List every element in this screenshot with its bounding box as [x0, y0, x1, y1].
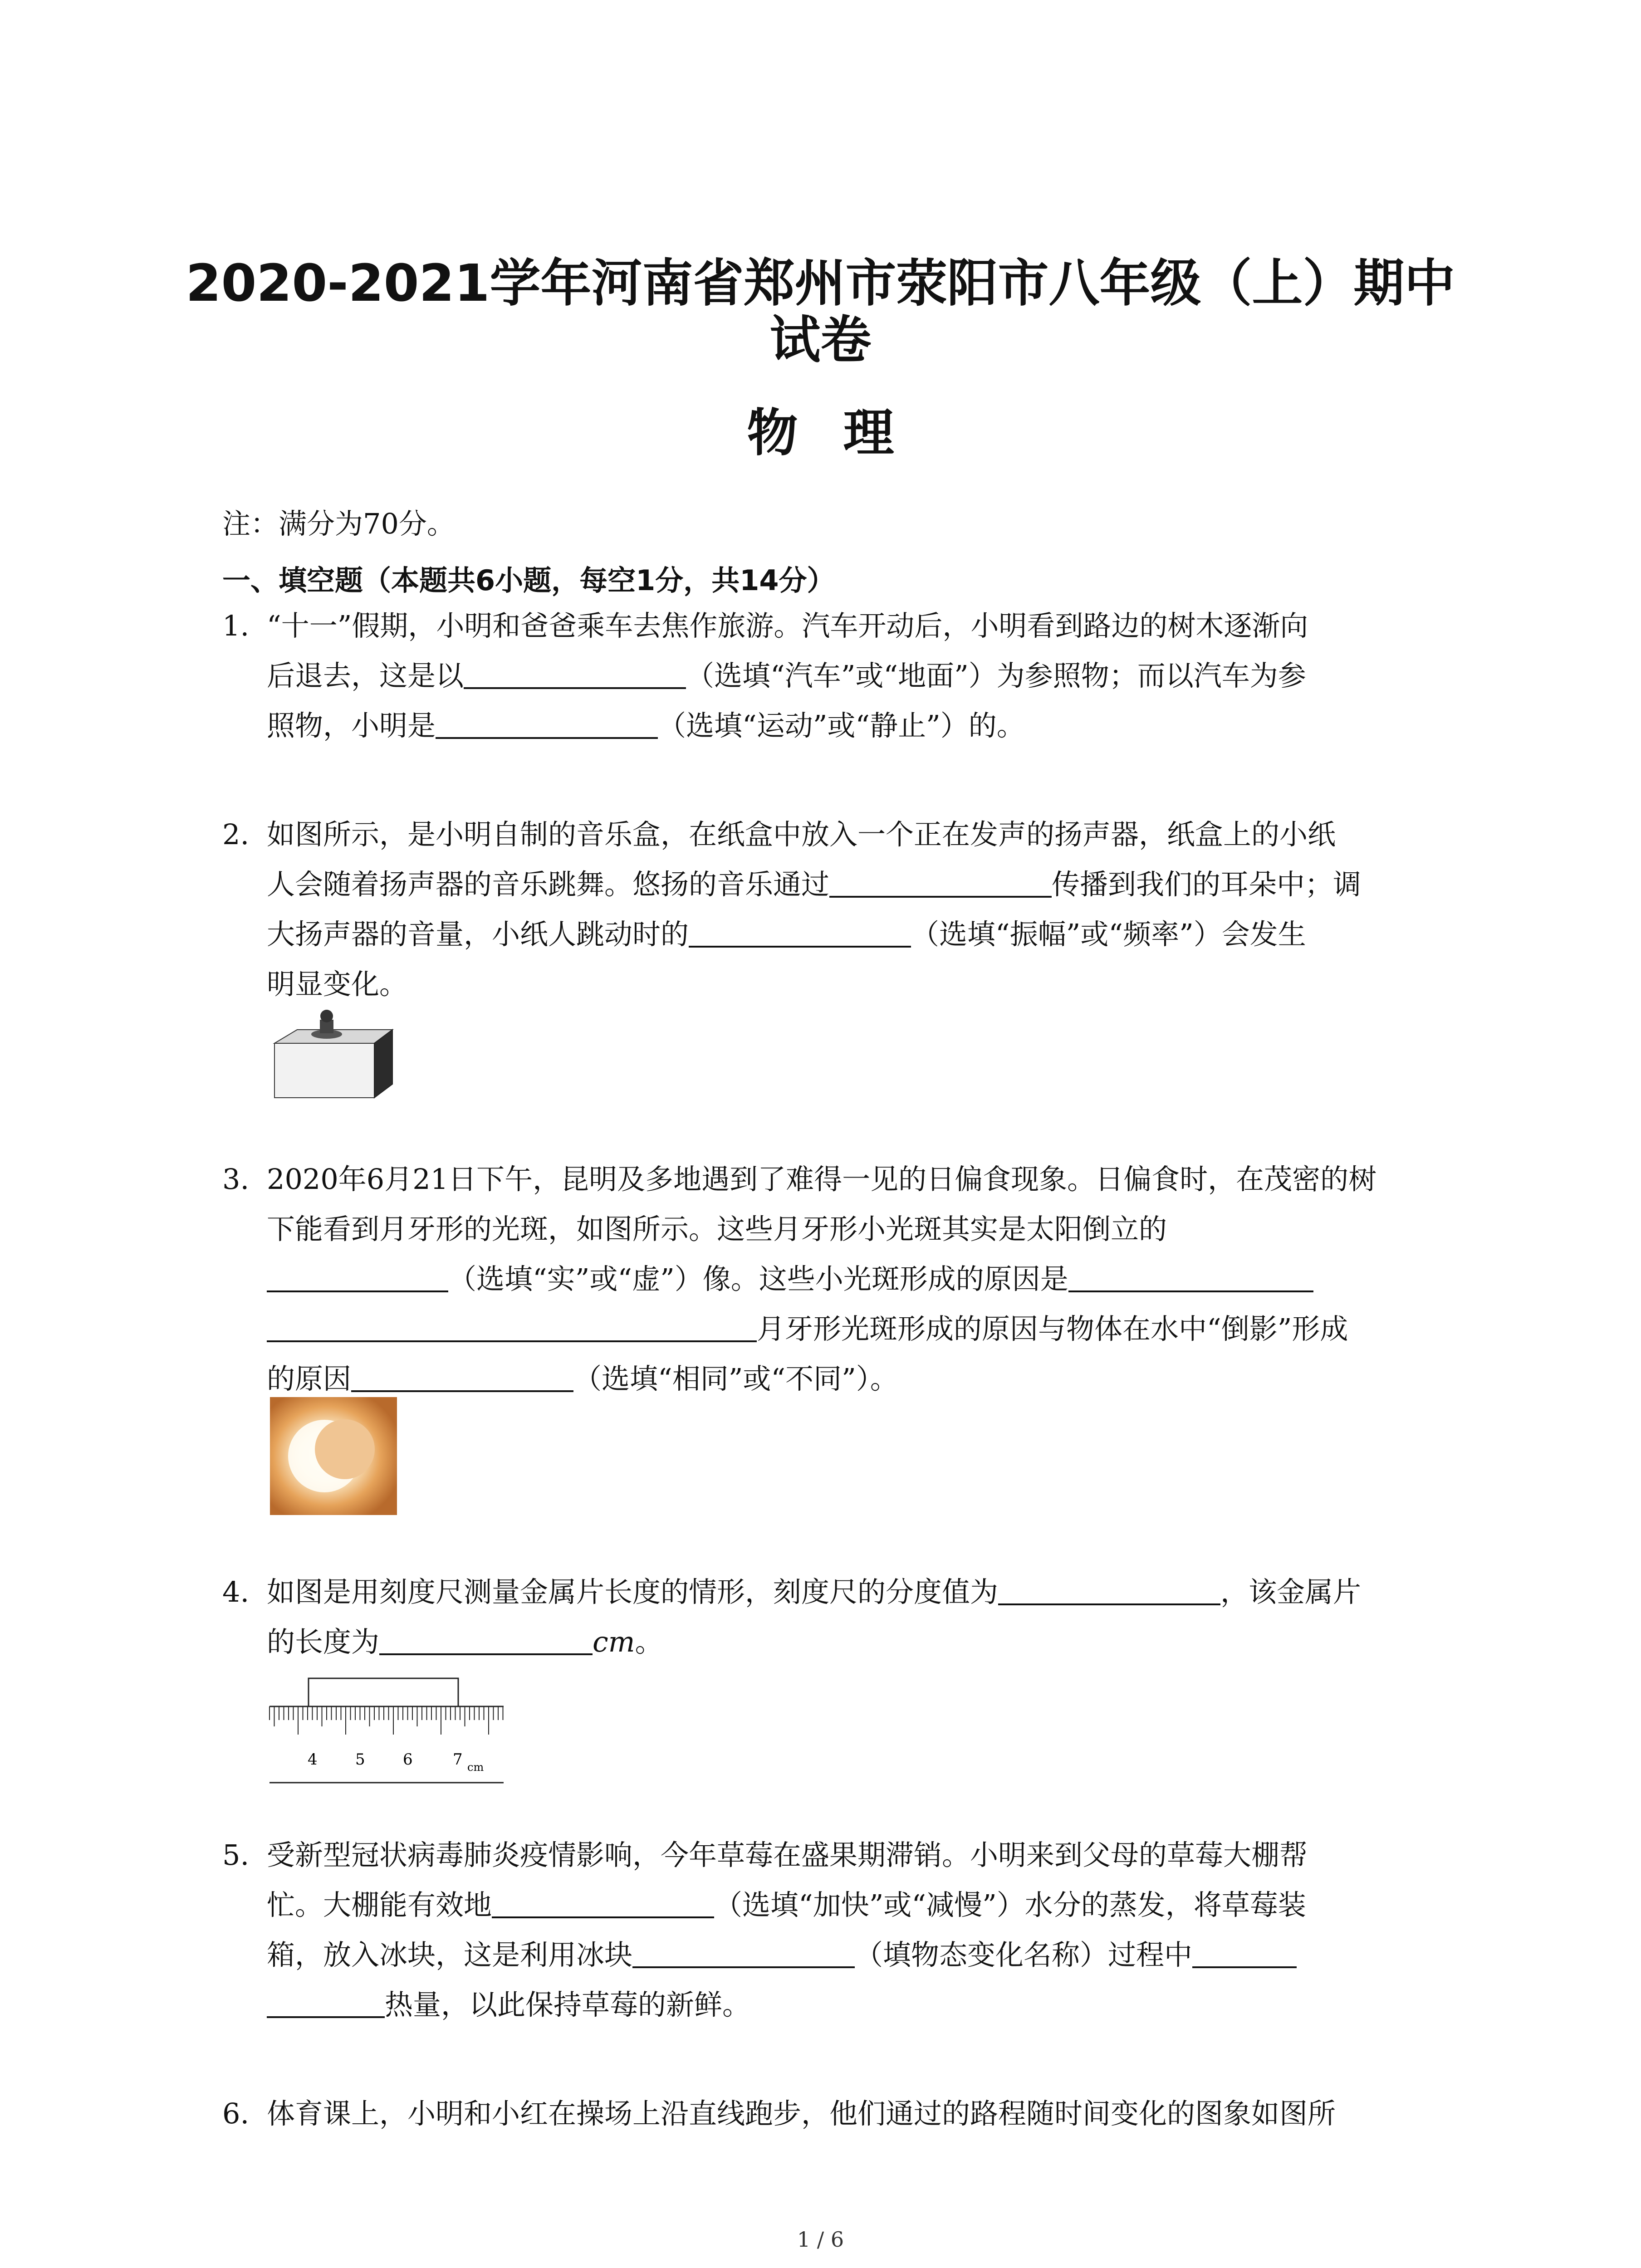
q3-line1: 2020年6月21日下午，昆明及多地遇到了难得一见的日偏食现象。日偏食时，在茂密的树	[267, 1163, 1377, 1196]
q4-number: 4.	[222, 1575, 250, 1608]
q5-line2	[267, 1887, 1306, 1923]
q6-line1: 体育课上，小明和小红在操场上沿直线跑步，他们通过的路程随时间变化的图象如图所	[267, 2097, 1336, 2130]
q5-line4	[267, 1987, 750, 2023]
q2-text: （选填“振幅”或“频率”）会发生	[911, 918, 1306, 951]
q3-text: （选填“实”或“虚”）像。这些小光斑形成的原因是	[448, 1262, 1068, 1295]
answer-blank[interactable]	[1068, 1261, 1313, 1292]
q3-text: （选填“相同”或“不同”）。	[573, 1362, 898, 1395]
q1-line3	[267, 708, 1025, 744]
answer-blank[interactable]	[267, 1987, 385, 2018]
q5-line3	[267, 1937, 1297, 1973]
unit-cm: cm	[593, 1625, 635, 1658]
q2-line3	[267, 916, 1306, 953]
q1-text: （选填“汽车”或“地面”）为参照物；而以汽车为参	[686, 659, 1306, 692]
answer-blank[interactable]	[351, 1361, 573, 1392]
q2-line1: 如图所示，是小明自制的音乐盒，在纸盒中放入一个正在发声的扬声器，纸盒上的小纸	[267, 818, 1336, 851]
q4-line2	[267, 1624, 663, 1660]
answer-blank[interactable]	[436, 708, 658, 739]
ruler-unit: cm	[467, 1761, 484, 1774]
answer-blank[interactable]	[689, 917, 911, 948]
q1-text: 照物，小明是	[267, 709, 436, 742]
ruler-label-4: 4	[308, 1750, 318, 1769]
q6-number: 6.	[222, 2097, 250, 2130]
q5-text: （填物态变化名称）过程中	[855, 1938, 1193, 1971]
answer-blank[interactable]	[464, 658, 686, 689]
q3-text: 的原因	[267, 1362, 352, 1395]
section-heading: 一、填空题（本题共6小题，每空1分，共14分）	[222, 564, 835, 597]
q2-line2	[267, 866, 1361, 903]
answer-blank[interactable]	[1192, 1937, 1297, 1968]
q2-text: 大扬声器的音量，小纸人跳动时的	[267, 918, 689, 951]
q3-number: 3.	[222, 1163, 250, 1196]
ruler-label-7: 7	[453, 1750, 463, 1769]
q5-text: 箱，放入冰块，这是利用冰块	[267, 1938, 633, 1971]
q2-text: 传播到我们的耳朵中；调	[1052, 868, 1362, 901]
exam-title-line1: 2020-2021学年河南省郑州市荥阳市八年级（上）期中	[186, 254, 1455, 313]
answer-blank[interactable]	[492, 1887, 714, 1918]
ruler-figure	[268, 1674, 513, 1792]
q4-text: 。	[635, 1625, 663, 1658]
ruler-ticks	[269, 1706, 503, 1735]
q5-text: （选填“加快”或“减慢”）水分的蒸发，将草莓装	[714, 1888, 1306, 1921]
q3-line4	[267, 1311, 1348, 1347]
q2-line4: 明显变化。	[267, 968, 408, 1001]
ruler-label-6: 6	[403, 1750, 413, 1769]
q2-text: 人会随着扬声器的音乐跳舞。悠扬的音乐通过	[267, 868, 830, 901]
q3-line2: 下能看到月牙形的光斑，如图所示。这些月牙形小光斑其实是太阳倒立的	[267, 1212, 1167, 1246]
answer-blank[interactable]	[267, 1311, 757, 1342]
q5-line1: 受新型冠状病毒肺炎疫情影响，今年草莓在盛果期滞销。小明来到父母的草莓大棚帮	[267, 1838, 1308, 1872]
answer-blank[interactable]	[998, 1574, 1220, 1605]
answer-blank[interactable]	[379, 1624, 593, 1655]
q1-text: （选填“运动”或“静止”）的。	[658, 709, 1025, 742]
eclipse-light-spot-figure	[270, 1397, 397, 1515]
answer-blank[interactable]	[632, 1937, 855, 1968]
q4-text: 的长度为	[267, 1625, 380, 1658]
q1-line2	[267, 658, 1306, 694]
subject-title: 物理	[747, 404, 940, 463]
q3-line3	[267, 1261, 1313, 1297]
score-note: 注：满分为70分。	[222, 507, 455, 540]
q4-line1	[267, 1574, 1361, 1610]
q1-text: 后退去，这是以	[267, 659, 464, 692]
q3-text: 月牙形光斑形成的原因与物体在水中“倒影”形成	[757, 1312, 1348, 1345]
q1-number: 1.	[222, 609, 250, 642]
page-number: 1 / 6	[797, 2227, 844, 2252]
q2-number: 2.	[222, 818, 250, 851]
ruler-label-5: 5	[355, 1750, 365, 1769]
q3-line5	[267, 1361, 898, 1397]
music-box-figure	[270, 1007, 397, 1102]
q4-text: 如图是用刻度尺测量金属片长度的情形，刻度尺的分度值为	[267, 1575, 999, 1608]
answer-blank[interactable]	[267, 1261, 448, 1292]
q5-number: 5.	[222, 1838, 250, 1872]
metal-sheet	[309, 1678, 458, 1706]
q4-text: ，该金属片	[1220, 1575, 1362, 1608]
answer-blank[interactable]	[829, 867, 1052, 898]
q5-text: 热量，以此保持草莓的新鲜。	[385, 1988, 751, 2021]
q5-text: 忙。大棚能有效地	[267, 1888, 492, 1921]
q1-line1: “十一”假期，小明和爸爸乘车去焦作旅游。汽车开动后，小明看到路边的树木逐渐向	[267, 609, 1308, 642]
exam-title-line2: 试卷	[769, 311, 872, 370]
